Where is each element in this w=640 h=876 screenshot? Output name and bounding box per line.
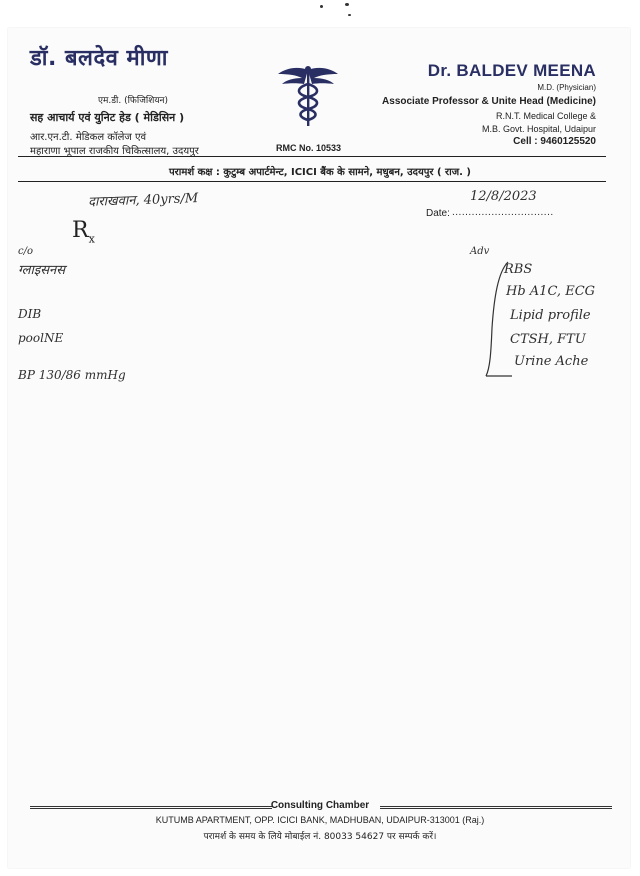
caduceus-icon bbox=[276, 62, 340, 128]
cell-number: Cell : 9460125520 bbox=[513, 136, 596, 147]
advice-heading: Adv bbox=[470, 246, 490, 257]
designation-hindi: सह आचार्य एवं युनिट हेड ( मेडिसिन ) bbox=[30, 111, 185, 124]
scan-speck bbox=[348, 14, 351, 16]
note-complaint: c/o bbox=[18, 246, 33, 257]
degree-hindi: एम.डी. (फिजिशियन) bbox=[98, 96, 169, 106]
doctor-name-english: Dr. BALDEV MEENA bbox=[427, 61, 596, 80]
designation-english: Associate Professor & Unite Head (Medicine) bbox=[382, 96, 596, 107]
date-label: Date: bbox=[426, 208, 450, 219]
rx-symbol: $R_x$ bbox=[72, 218, 95, 246]
rmc-number: RMC No. 10533 bbox=[276, 143, 342, 153]
date-field-dots: ............................... bbox=[452, 207, 554, 218]
handwritten-date: 12/8/2023 bbox=[470, 189, 537, 204]
college-english: R.N.T. Medical College & bbox=[495, 111, 596, 121]
note-dib: DIB bbox=[18, 307, 42, 321]
doctor-name-hindi: डॉ. बलदेव मीणा bbox=[30, 46, 168, 71]
note-bp: BP 130/86 mmHg bbox=[18, 368, 126, 382]
footer-rule-right bbox=[380, 806, 612, 809]
footer-phone: परामर्श के समय के लिये मोबाईल नं. 80033 54627 पर सम्पर्क करें। bbox=[203, 832, 437, 842]
advice-test-2: Hb A1C, ECG bbox=[506, 284, 596, 299]
patient-name-age: दाराखवान, 40yrs/M bbox=[87, 191, 199, 210]
scan-speck bbox=[345, 3, 349, 6]
advice-test-3: Lipid profile bbox=[510, 308, 591, 323]
note-symptom: ग्लाइसनस bbox=[18, 263, 66, 278]
scan-speck bbox=[320, 5, 323, 8]
header-rule-bottom bbox=[18, 181, 606, 182]
advice-test-4: CTSH, FTU bbox=[510, 332, 586, 347]
advice-test-5: Urine Ache bbox=[514, 354, 589, 369]
footer-title: Consulting Chamber bbox=[270, 800, 370, 811]
hospital-english: M.B. Govt. Hospital, Udaipur bbox=[481, 124, 596, 134]
hospital-hindi: महाराणा भूपाल राजकीय चिकित्सालय, उदयपुर bbox=[30, 146, 199, 157]
header-rule-top bbox=[18, 156, 606, 157]
footer-address: KUTUMB APARTMENT, OPP. ICICI BANK, MADHUBAN, UDAIPUR-313001 (Raj.) bbox=[155, 815, 485, 825]
note-poolne: poolNE bbox=[18, 331, 64, 345]
degree-english: M.D. (Physician) bbox=[537, 83, 596, 92]
college-hindi: आर.एन.टी. मेडिकल कॉलेज एवं bbox=[30, 132, 147, 143]
advice-test-1: RBS bbox=[504, 262, 533, 277]
consultation-address: परामर्श कक्ष : कुटुम्ब अपार्टमेन्ट, ICICI बैंक के सामने, मधुबन, उदयपुर ( राज. ) bbox=[168, 167, 471, 178]
